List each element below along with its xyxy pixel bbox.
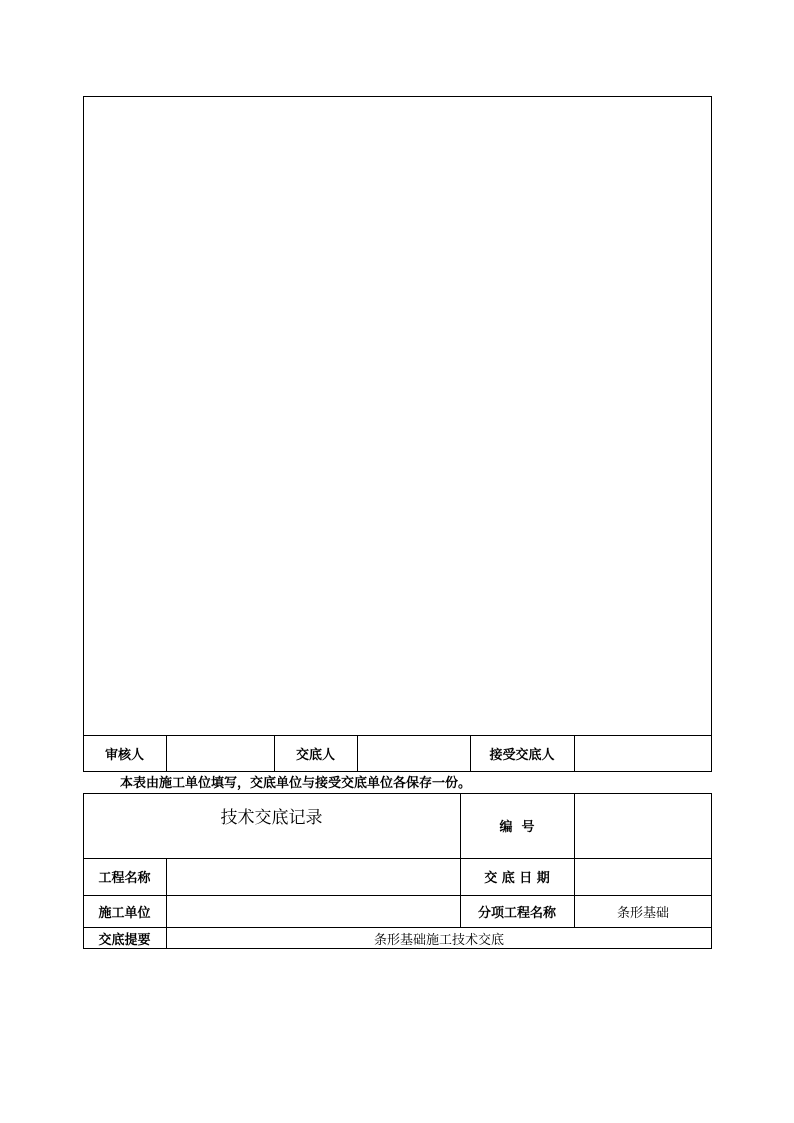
discloser-label: 交底人: [295, 748, 335, 763]
reviewer-field[interactable]: [166, 735, 274, 772]
receiver-field[interactable]: [574, 735, 712, 772]
project-name-label: 工程名称: [98, 871, 151, 886]
disclosure-date-field[interactable]: [574, 858, 712, 895]
summary-label: 交底提要: [98, 932, 151, 948]
form-footnote: 本表由施工单位填写，交底单位与接受交底单位各保存一份。: [120, 776, 472, 791]
receiver-label: 接受交底人: [489, 748, 555, 763]
project-name-field[interactable]: [166, 858, 460, 895]
discloser-field[interactable]: [357, 735, 470, 772]
summary-field[interactable]: 条形基础施工技术交底: [373, 932, 504, 948]
subproject-label: 分项工程名称: [477, 905, 556, 921]
subproject-field[interactable]: 条形基础: [616, 905, 669, 921]
number-field[interactable]: [574, 793, 712, 858]
contractor-label: 施工单位: [98, 905, 151, 921]
disclosure-date-label: 交 底 日 期: [484, 871, 550, 886]
number-label: 编 号: [499, 820, 535, 835]
contractor-field[interactable]: [166, 895, 460, 927]
disclosure-content-box: [83, 96, 712, 772]
record-title: 技术交底记录: [220, 808, 323, 828]
reviewer-label: 审核人: [104, 748, 144, 763]
